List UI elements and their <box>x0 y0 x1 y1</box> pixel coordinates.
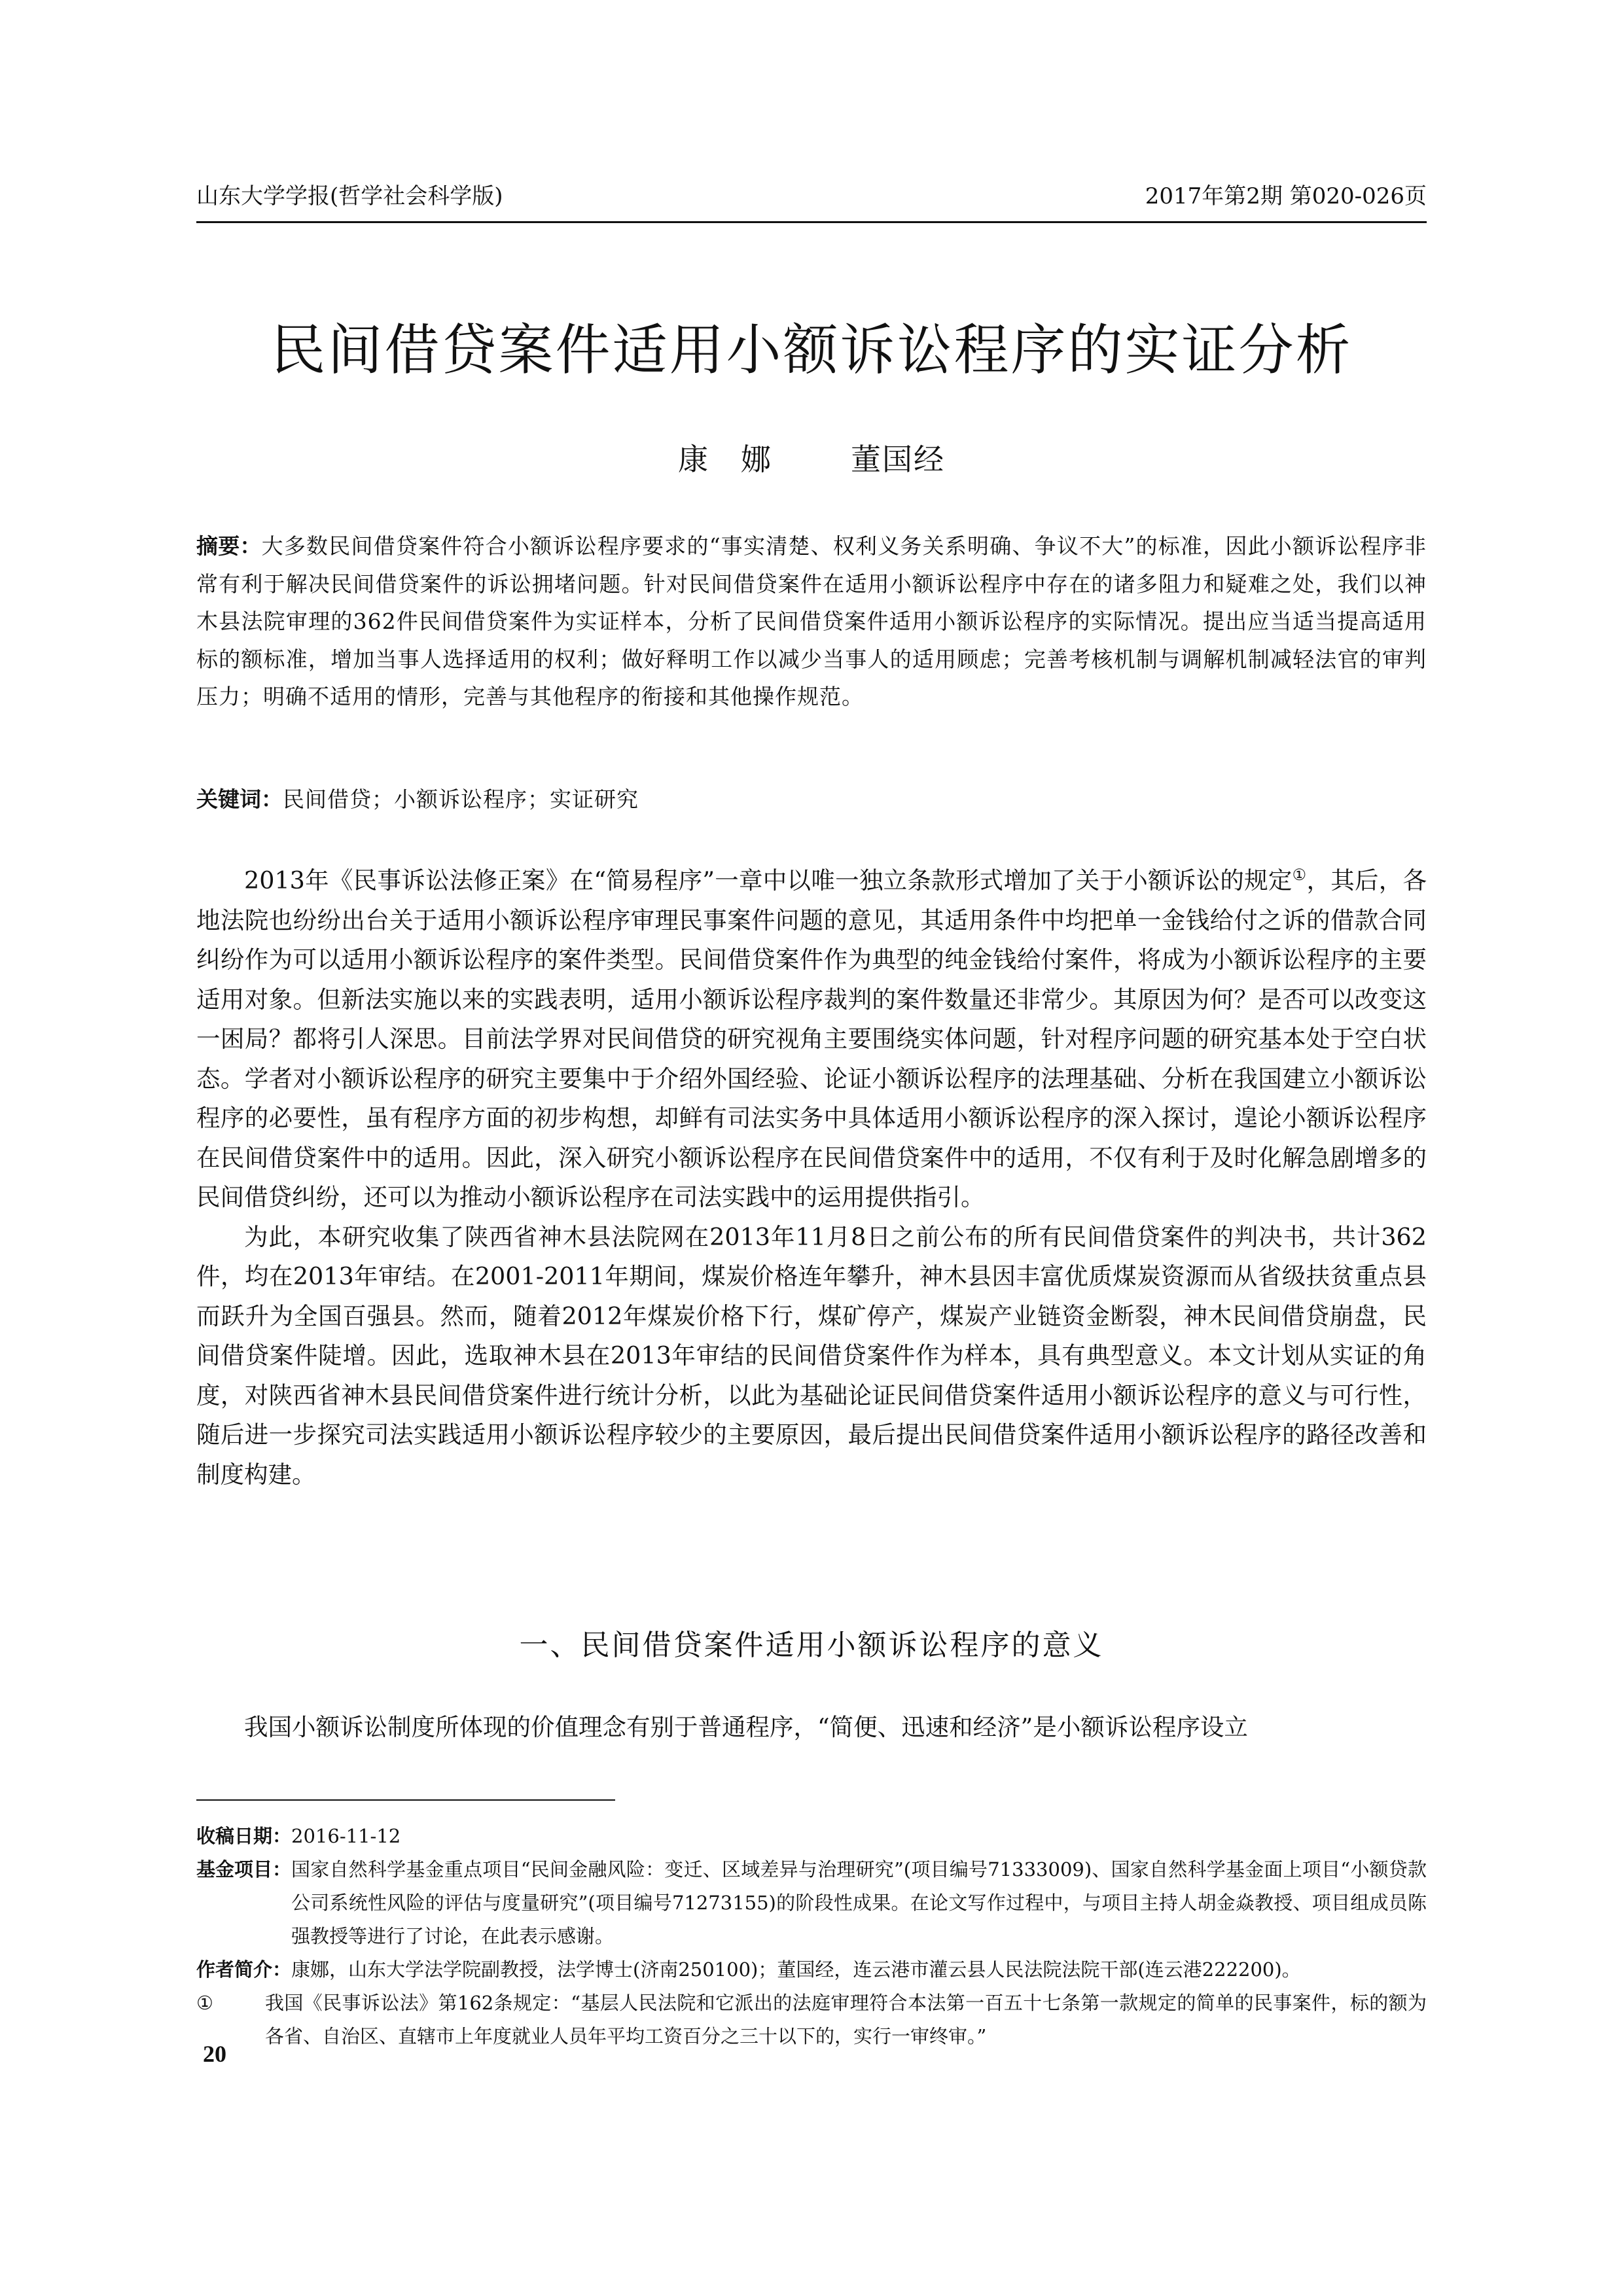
author-line <box>196 440 1427 479</box>
fund-label: 基金项目： <box>196 1858 292 1881</box>
fund-note <box>196 1853 1427 1953</box>
paragraph-1-rest: ，其后，各地法院也纷纷出台关于适用小额诉讼程序审理民事案件问题的意见，其适用条件中均把单一金钱给付之诉的借款合同纠纷作为可以适用小额诉讼程序的案件类型。民间借贷案件作为典型的纯金钱给付案件，将成为小额诉讼程序的主要适用对象。但新法实施以来的实践表明，适用小额诉讼程序裁判的案件数量还非常少。其原因为何？是否可以改变这一困局？都将引人深思。目前法学界对民间借贷的研究视角主要围绕实体问题，针对程序问题的研究基本处于空白状态。学者对小额诉讼程序的研究主要集中于介绍外国经验、论证小额诉讼程序的法理基础、分析在我国建立小额诉讼程序的必要性，虽有程序方面的初步构想，却鲜有司法实务中具体适用小额诉讼程序的深入探讨，遑论小额诉讼程序在民间借贷案件中的适用。因此，深入研究小额诉讼程序在民间借贷案件中的适用，不仅有利于及时化解急剧增多的民间借贷纠纷，还可以为推动小额诉讼程序在司法实践中的运用提供指引。 <box>196 866 1427 1211</box>
footnotes <box>196 1820 1427 2053</box>
footnote-rule <box>196 1799 615 1801</box>
author-bio-label: 作者简介： <box>196 1958 292 1981</box>
issue-info: 2017年第2期 第020-026页 <box>1145 183 1427 209</box>
received-label: 收稿日期： <box>196 1825 292 1847</box>
author-bio-note <box>196 1953 1427 1987</box>
author-bio-text: 康娜，山东大学法学院副教授，法学博士(济南250100)；董国经，连云港市灌云县人民法院法院干部(连云港222200)。 <box>291 1958 1301 1981</box>
body-text <box>196 861 1427 1494</box>
keywords-label: 关键词： <box>196 786 283 812</box>
page-number: 20 <box>203 2041 226 2067</box>
paragraph-1-start: 2013年《民事诉讼法修正案》在“简易程序”一章中以唯一独立条款形式增加了关于小额诉讼的规定 <box>244 866 1293 894</box>
abstract <box>196 527 1427 716</box>
article-title: 民间借贷案件适用小额诉讼程序的实证分析 <box>270 318 1353 382</box>
paragraph-1 <box>196 861 1427 1218</box>
keywords-text: 民间借贷；小额诉讼程序；实证研究 <box>283 786 639 812</box>
running-header <box>196 182 1427 211</box>
footnote-text: 我国《民事诉讼法》第162条规定：“基层人民法院和它派出的法庭审理符合本法第一百五十七条第一款规定的简单的民事案件，标的额为各省、自治区、直辖市上年度就业人员年平均工资百分之三十以下的，实行一审终审。” <box>265 1992 1427 2047</box>
footnote-ref-1[interactable]: ① <box>1292 865 1307 884</box>
abstract-label: 摘要： <box>196 533 262 559</box>
header-rule <box>196 221 1427 223</box>
author-2: 董国经 <box>851 442 945 477</box>
footnote-1 <box>196 1987 1427 2053</box>
paragraph-3: 我国小额诉讼制度所体现的价值理念有别于普通程序，“简便、迅速和经济”是小额诉讼程序设立 <box>244 1713 1248 1741</box>
paragraph-2: 为此，本研究收集了陕西省神木县法院网在2013年11月8日之前公布的所有民间借贷案件的判决书，共计362件，均在2013年审结。在2001-2011年期间，煤炭价格连年攀升，神木县因丰富优质煤炭资源而从省级扶贫重点县而跃升为全国百强县。然而，随着2012年煤炭价格下行，煤矿停产，煤炭产业链资金断裂，神木民间借贷崩盘，民间借贷案件陡增。因此，选取神木县在2013年审结的民间借贷案件作为样本，具有典型意义。本文计划从实证的角度，对陕西省神木县民间借贷案件进行统计分析，以此为基础论证民间借贷案件适用小额诉讼程序的意义与可行性，随后进一步探究司法实践适用小额诉讼程序较少的主要原因，最后提出民间借贷案件适用小额诉讼程序的路径改善和制度构建。 <box>196 1222 1427 1489</box>
keywords <box>196 781 1427 818</box>
abstract-text: 大多数民间借贷案件符合小额诉讼程序要求的“事实清楚、权利义务关系明确、争议不大”的标准，因此小额诉讼程序非常有利于解决民间借贷案件的诉讼拥堵问题。针对民间借贷案件在适用小额诉讼程序中存在的诸多阻力和疑难之处，我们以神木县法院审理的362件民间借贷案件为实证样本，分析了民间借贷案件适用小额诉讼程序的实际情况。提出应当适当提高适用标的额标准，增加当事人选择适用的权利；做好释明工作以减少当事人的适用顾虑；完善考核机制与调解机制减轻法官的审判压力；明确不适用的情形，完善与其他程序的衔接和其他操作规范。 <box>196 533 1427 709</box>
journal-name: 山东大学学报(哲学社会科学版) <box>196 183 503 209</box>
section-heading: 一、民间借贷案件适用小额诉讼程序的意义 <box>519 1629 1104 1662</box>
author-1: 康 娜 <box>678 442 772 477</box>
footnote-mark: ① <box>196 1992 213 2014</box>
received-date-note <box>196 1820 1427 1853</box>
fund-text: 国家自然科学基金重点项目“民间金融风险：变迁、区域差异与治理研究”(项目编号71333009)、国家自然科学基金面上项目“小额贷款公司系统性风险的评估与度量研究”(项目编号71273155)的阶段性成果。在论文写作过程中，与项目主持人胡金焱教授、项目组成员陈强教授等进行了讨论，在此表示感谢。 <box>291 1858 1427 1947</box>
body-text-continued <box>196 1708 1427 1747</box>
received-text: 2016-11-12 <box>291 1825 401 1847</box>
